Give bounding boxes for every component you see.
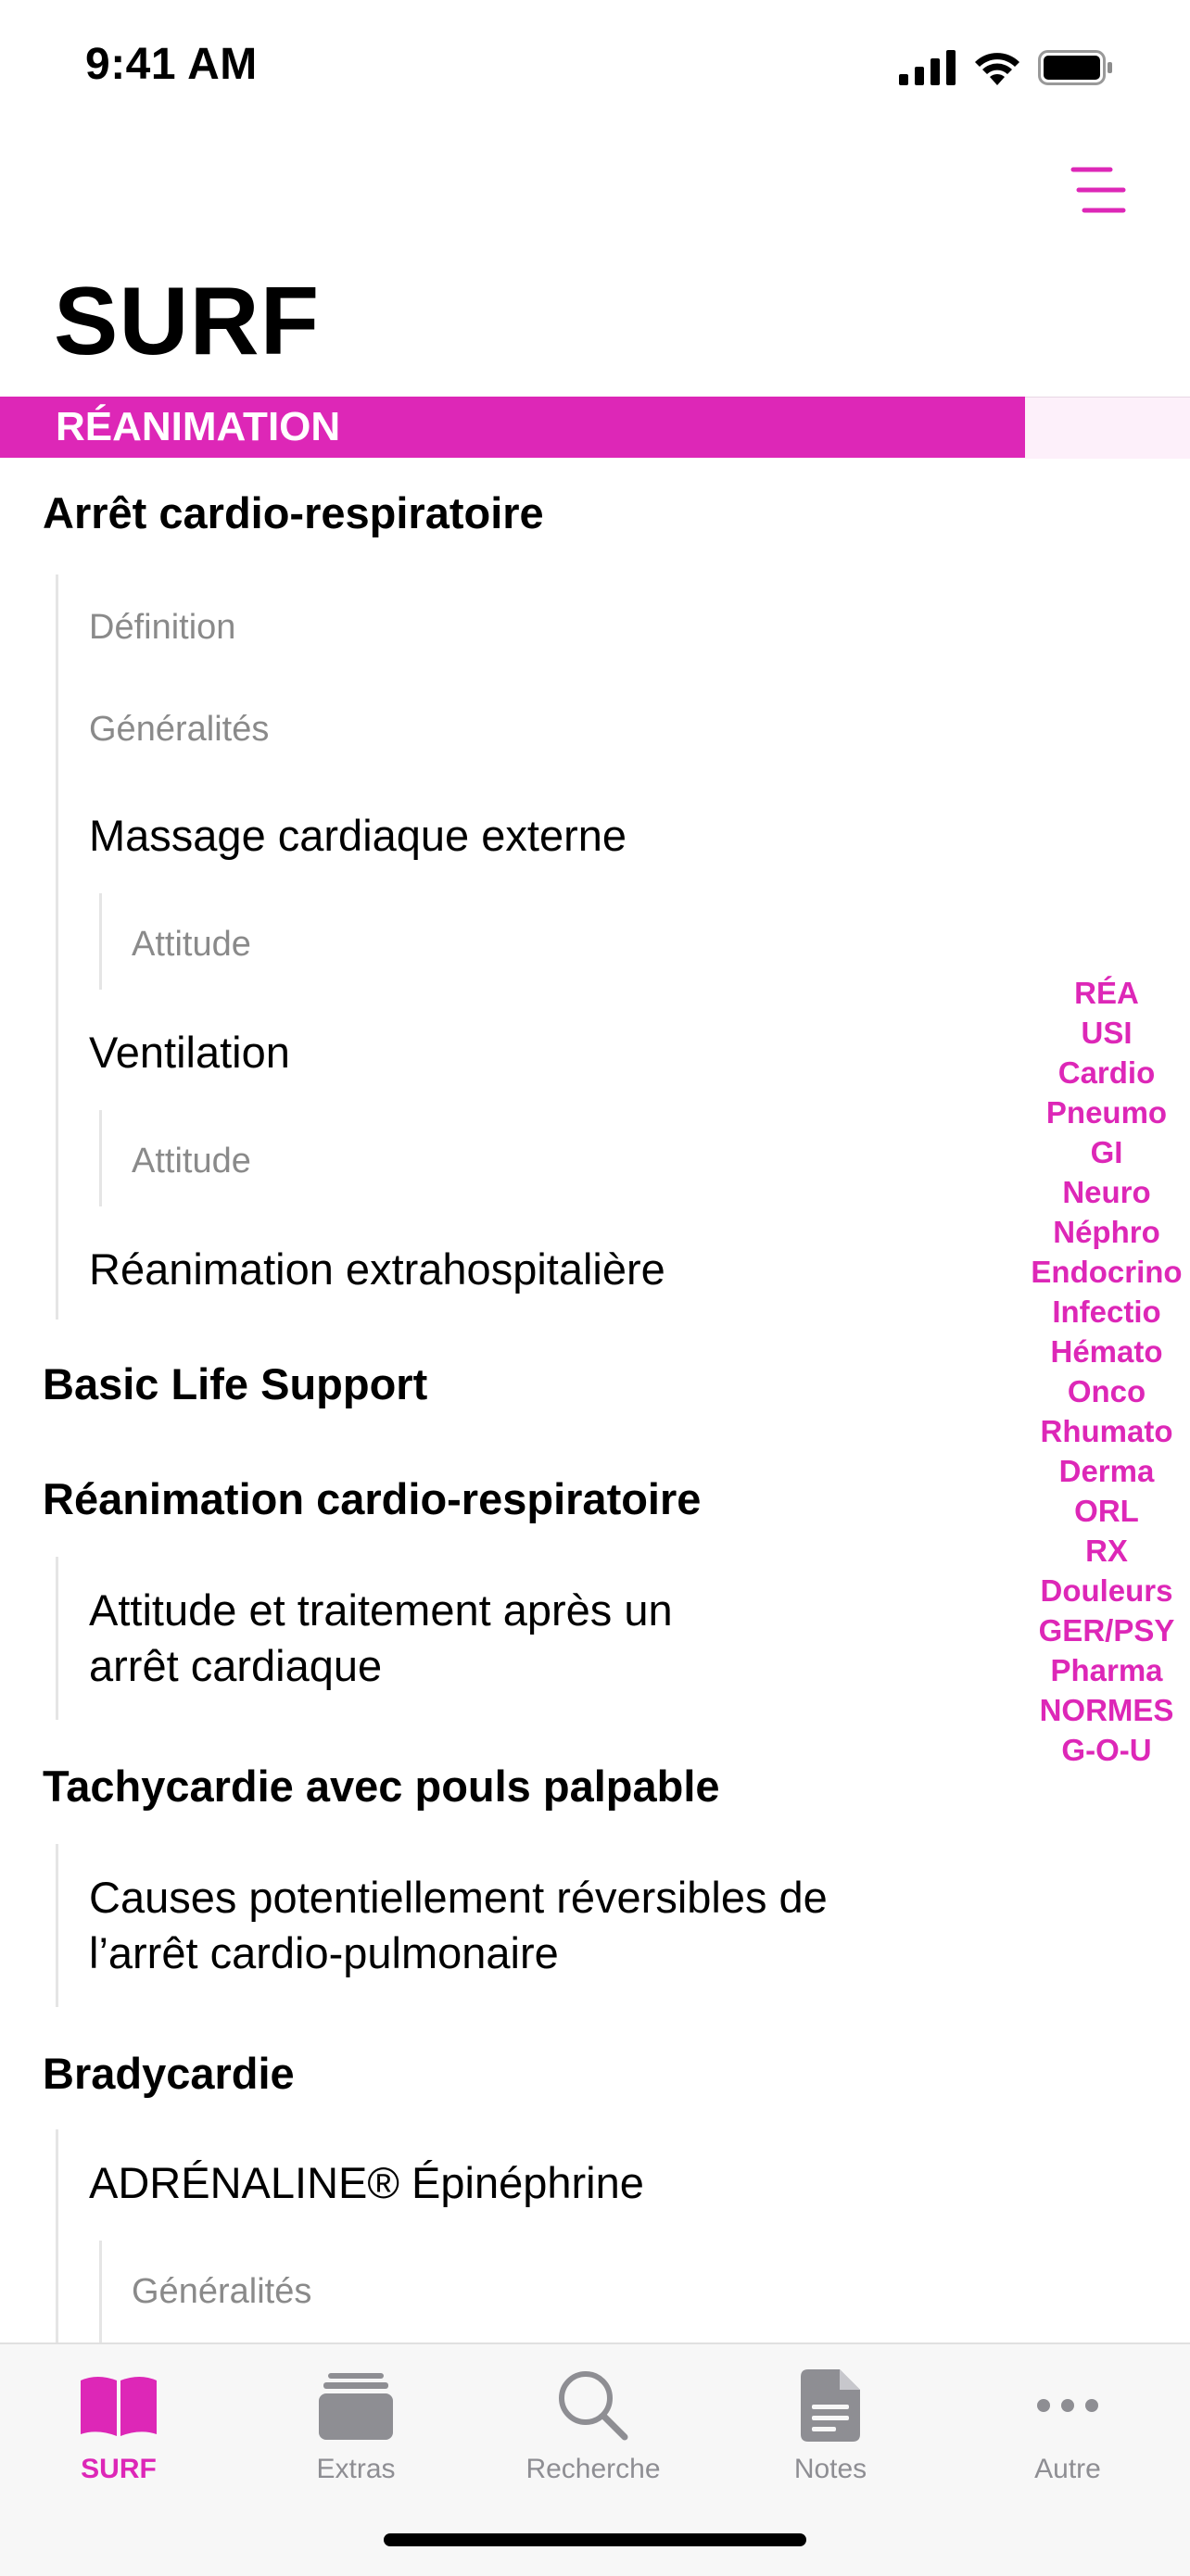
status-icons bbox=[899, 44, 1114, 91]
index-item-douleurs[interactable]: Douleurs bbox=[1040, 1573, 1173, 1608]
list-item-basic-life-support[interactable]: Basic Life Support bbox=[43, 1359, 428, 1408]
index-item-gi[interactable]: GI bbox=[1090, 1135, 1123, 1169]
list-item-line: l’arrêt cardio-pulmonaire bbox=[89, 1928, 559, 1977]
list-item-line: Causes potentiellement réversibles de bbox=[89, 1873, 828, 1922]
list-item-attitude[interactable]: Attitude bbox=[132, 925, 251, 964]
indent-line bbox=[56, 575, 58, 1320]
list-menu-icon bbox=[1064, 162, 1131, 218]
index-item-endocrino[interactable]: Endocrino bbox=[1031, 1255, 1183, 1289]
indent-line bbox=[99, 893, 102, 990]
indent-line bbox=[99, 1110, 102, 1206]
tab-label: SURF bbox=[81, 2454, 157, 2484]
more-dots-icon bbox=[1035, 2396, 1100, 2415]
tab-notes[interactable] bbox=[712, 2363, 949, 2502]
indent-line bbox=[56, 1557, 58, 1720]
tab-label: Extras bbox=[316, 2454, 396, 2484]
index-item-usi[interactable]: USI bbox=[1081, 1016, 1133, 1050]
index-item-hemato[interactable]: Hémato bbox=[1050, 1334, 1163, 1369]
index-item-ger-psy[interactable]: GER/PSY bbox=[1038, 1613, 1175, 1648]
indent-line bbox=[56, 2129, 58, 2342]
index-item-derma[interactable]: Derma bbox=[1058, 1454, 1155, 1488]
home-indicator bbox=[384, 2533, 806, 2546]
document-icon bbox=[801, 2369, 860, 2442]
tab-label: Recherche bbox=[525, 2454, 661, 2484]
list-item-generalites[interactable]: Généralités bbox=[132, 2272, 312, 2311]
list-item-massage-cardiaque[interactable]: Massage cardiaque externe bbox=[89, 811, 627, 860]
page-title: SURF bbox=[54, 268, 321, 375]
index-item-normes[interactable]: NORMES bbox=[1039, 1693, 1174, 1727]
index-item-rx[interactable]: RX bbox=[1085, 1534, 1128, 1568]
index-item-pharma[interactable]: Pharma bbox=[1050, 1653, 1163, 1687]
list-item-bradycardie[interactable]: Bradycardie bbox=[43, 2049, 295, 2098]
wifi-icon bbox=[973, 50, 1021, 85]
index-item-pneumo[interactable]: Pneumo bbox=[1045, 1095, 1168, 1130]
section-header-tail bbox=[1025, 397, 1190, 459]
tab-label: Autre bbox=[1034, 2454, 1101, 2484]
index-item-rea[interactable]: RÉA bbox=[1074, 976, 1139, 1010]
list-item-generalites[interactable]: Généralités bbox=[89, 710, 270, 749]
section-index bbox=[1027, 973, 1186, 1770]
indent-line bbox=[56, 1844, 58, 2007]
list-item-arret-cardio-respiratoire[interactable]: Arrêt cardio-respiratoire bbox=[43, 488, 544, 537]
list-item-line: Attitude et traitement après un bbox=[89, 1585, 673, 1635]
index-item-neuro[interactable]: Neuro bbox=[1062, 1175, 1151, 1209]
tab-recherche[interactable] bbox=[475, 2363, 712, 2502]
magnifier-icon bbox=[556, 2368, 630, 2443]
index-item-nephro[interactable]: Néphro bbox=[1053, 1215, 1160, 1249]
list-item-definition[interactable]: Définition bbox=[89, 608, 236, 647]
index-item-infectio[interactable]: Infectio bbox=[1052, 1294, 1161, 1329]
signal-icon bbox=[899, 50, 956, 85]
index-item-g-o-u[interactable]: G-O-U bbox=[1061, 1733, 1152, 1767]
battery-icon bbox=[1038, 50, 1114, 85]
list-item-reanimation-extrahospitaliere[interactable]: Réanimation extrahospitalière bbox=[89, 1244, 665, 1294]
indent-line bbox=[99, 2241, 102, 2342]
tab-surf[interactable] bbox=[0, 2363, 237, 2502]
list-item-causes-reversibles[interactable] bbox=[89, 1870, 828, 1981]
status-time: 9:41 AM bbox=[85, 40, 258, 89]
tab-autre[interactable] bbox=[949, 2363, 1186, 2502]
index-item-onco[interactable]: Onco bbox=[1067, 1374, 1146, 1408]
tab-label: Notes bbox=[793, 2454, 867, 2484]
menu-button[interactable] bbox=[1064, 162, 1131, 218]
list-item-attitude[interactable]: Attitude bbox=[132, 1142, 251, 1181]
index-item-orl[interactable]: ORL bbox=[1074, 1494, 1139, 1528]
list-item-tachycardie[interactable]: Tachycardie avec pouls palpable bbox=[43, 1762, 720, 1811]
list-item-ventilation[interactable]: Ventilation bbox=[89, 1028, 290, 1077]
list-item-reanimation-cardio-respiratoire[interactable]: Réanimation cardio-respiratoire bbox=[43, 1474, 702, 1523]
list-item-line: arrêt cardiaque bbox=[89, 1641, 383, 1690]
index-item-rhumato[interactable]: Rhumato bbox=[1040, 1414, 1173, 1448]
list-item-adrenaline[interactable]: ADRÉNALINE® Épinéphrine bbox=[89, 2158, 644, 2207]
stacked-cards-icon bbox=[319, 2371, 393, 2440]
index-item-cardio[interactable]: Cardio bbox=[1057, 1055, 1156, 1090]
open-book-icon bbox=[77, 2373, 160, 2438]
section-header: RÉANIMATION bbox=[0, 397, 1025, 458]
list-item-attitude-apres-arret[interactable] bbox=[89, 1583, 673, 1694]
tab-extras[interactable] bbox=[237, 2363, 475, 2502]
